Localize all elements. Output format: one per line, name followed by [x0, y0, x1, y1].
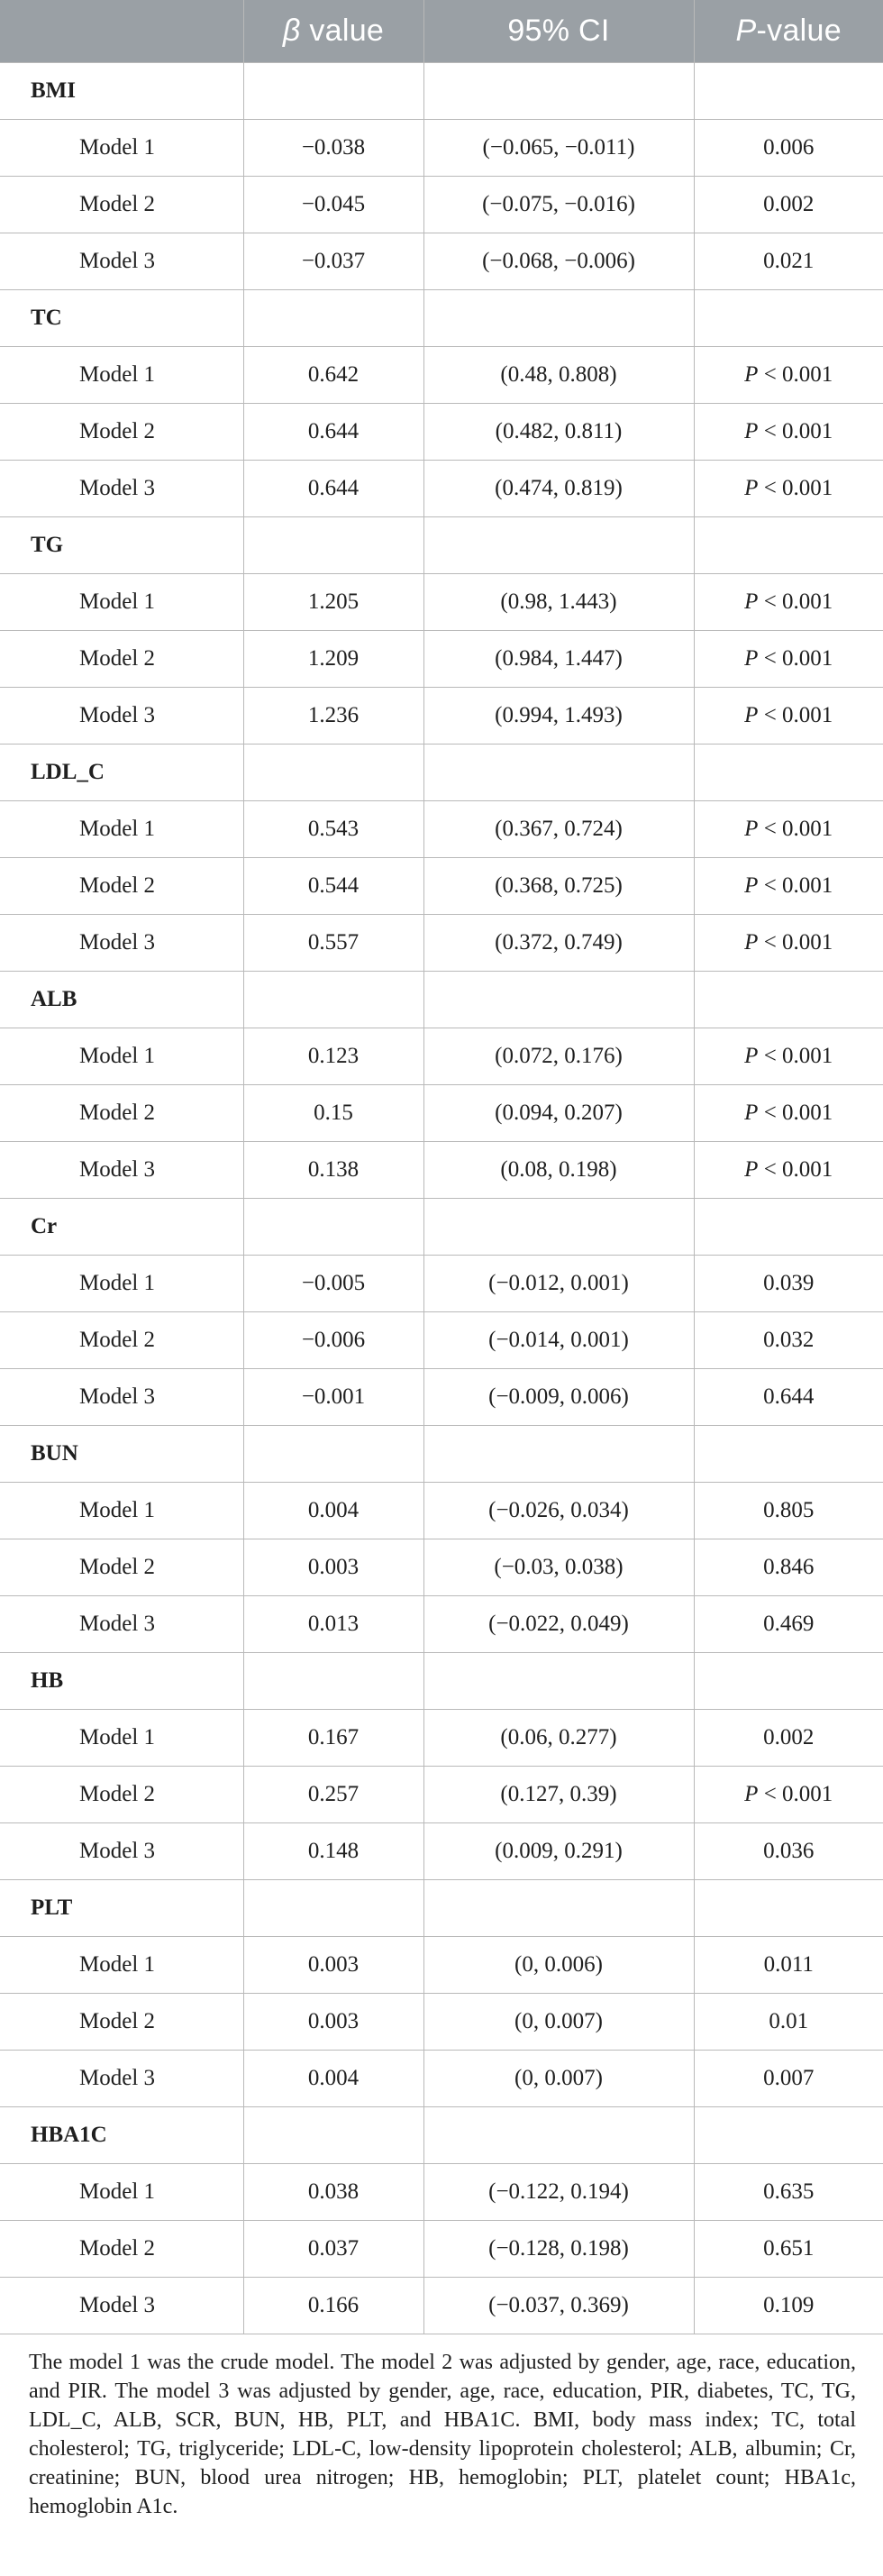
model-name: Model 2 — [0, 858, 243, 915]
beta-value: 0.004 — [243, 2051, 423, 2107]
group-name: HB — [0, 1653, 243, 1710]
p-number: 0.021 — [763, 249, 815, 273]
model-name: Model 1 — [0, 1028, 243, 1085]
p-number: 0.644 — [763, 1384, 815, 1409]
model-name: Model 3 — [0, 1142, 243, 1199]
beta-value: 0.642 — [243, 347, 423, 404]
p-value — [694, 461, 883, 517]
group-name: HBA1C — [0, 2107, 243, 2164]
beta-value: −0.037 — [243, 233, 423, 290]
confidence-interval: (0.98, 1.443) — [423, 574, 694, 631]
confidence-interval: (−0.009, 0.006) — [423, 1369, 694, 1426]
beta-value: 1.236 — [243, 688, 423, 744]
confidence-interval: (−0.014, 0.001) — [423, 1312, 694, 1369]
p-value — [694, 631, 883, 688]
p-value — [694, 1823, 883, 1880]
beta-value: 0.257 — [243, 1767, 423, 1823]
p-value — [694, 1539, 883, 1596]
empty-cell — [694, 1199, 883, 1256]
p-number: < 0.001 — [758, 1782, 833, 1806]
p-prefix: P — [744, 362, 759, 387]
empty-cell — [694, 290, 883, 347]
model-name: Model 3 — [0, 2051, 243, 2107]
p-label: -value — [756, 14, 842, 48]
table-row — [0, 1994, 883, 2051]
table-footnote: The model 1 was the crude model. The model 2 was adjusted by gender, age, race, education, and PIR. The model 3 was adjusted by gender, age, race, education, PIR, diabetes, TC, TG, LDL_C, ALB, SCR, BUN, HB, PLT, and HBA1C. BMI, body mass index; TC, total cholesterol; TG, triglyceride; LDL-C, low-density lipoprotein cholesterol; ALB, albumin; Cr, creatinine; BUN, blood urea nitrogen; HB, hemoglobin; PLT, platelet count; HBA1c, hemoglobin A1c. — [29, 2351, 856, 2518]
header-row — [0, 0, 883, 63]
model-name: Model 1 — [0, 1483, 243, 1539]
p-value — [694, 2164, 883, 2221]
table-row — [0, 574, 883, 631]
p-value — [694, 404, 883, 461]
beta-value: 0.037 — [243, 2221, 423, 2278]
table-row — [0, 120, 883, 177]
header-p-value — [694, 0, 883, 63]
model-name: Model 1 — [0, 1937, 243, 1994]
table-row — [0, 2051, 883, 2107]
table-row — [0, 1596, 883, 1653]
confidence-interval: (0.072, 0.176) — [423, 1028, 694, 1085]
p-number: 0.039 — [763, 1271, 815, 1295]
p-prefix: P — [744, 419, 759, 443]
table-row — [0, 404, 883, 461]
model-name: Model 2 — [0, 1539, 243, 1596]
empty-cell — [243, 972, 423, 1028]
model-name: Model 1 — [0, 801, 243, 858]
beta-value: 0.013 — [243, 1596, 423, 1653]
confidence-interval: (−0.065, −0.011) — [423, 120, 694, 177]
table-row — [0, 1312, 883, 1369]
model-name: Model 2 — [0, 2221, 243, 2278]
p-number: < 0.001 — [758, 817, 833, 841]
group-name: PLT — [0, 1880, 243, 1937]
empty-cell — [243, 1426, 423, 1483]
p-value — [694, 233, 883, 290]
beta-value: 0.644 — [243, 461, 423, 517]
p-value — [694, 177, 883, 233]
empty-cell — [694, 744, 883, 801]
beta-value: 0.557 — [243, 915, 423, 972]
model-name: Model 3 — [0, 1596, 243, 1653]
p-value — [694, 1085, 883, 1142]
empty-cell — [694, 2107, 883, 2164]
empty-cell — [243, 517, 423, 574]
group-row — [0, 63, 883, 120]
empty-cell — [423, 1653, 694, 1710]
p-prefix: P — [744, 476, 759, 500]
p-value — [694, 2221, 883, 2278]
p-number: 0.651 — [763, 2236, 815, 2261]
table-row — [0, 1937, 883, 1994]
group-name: TC — [0, 290, 243, 347]
empty-cell — [423, 1199, 694, 1256]
empty-cell — [694, 972, 883, 1028]
p-value — [694, 2278, 883, 2334]
p-value — [694, 347, 883, 404]
p-value — [694, 1710, 883, 1767]
table-header — [0, 0, 883, 63]
table-row — [0, 688, 883, 744]
empty-cell — [694, 517, 883, 574]
p-number: < 0.001 — [758, 703, 833, 727]
table-row — [0, 1085, 883, 1142]
confidence-interval: (0.474, 0.819) — [423, 461, 694, 517]
group-row — [0, 517, 883, 574]
model-name: Model 3 — [0, 915, 243, 972]
beta-value: −0.038 — [243, 120, 423, 177]
beta-value: −0.045 — [243, 177, 423, 233]
empty-cell — [243, 63, 423, 120]
beta-symbol: β — [282, 14, 301, 48]
table-row — [0, 2164, 883, 2221]
beta-value: 0.544 — [243, 858, 423, 915]
confidence-interval: (−0.03, 0.038) — [423, 1539, 694, 1596]
table-row — [0, 1823, 883, 1880]
model-name: Model 3 — [0, 1369, 243, 1426]
confidence-interval: (−0.122, 0.194) — [423, 2164, 694, 2221]
p-value — [694, 1256, 883, 1312]
p-number: 0.846 — [763, 1555, 815, 1579]
table-row — [0, 631, 883, 688]
confidence-interval: (0.48, 0.808) — [423, 347, 694, 404]
confidence-interval: (0.367, 0.724) — [423, 801, 694, 858]
model-name: Model 3 — [0, 1823, 243, 1880]
p-number: 0.036 — [763, 1839, 815, 1863]
confidence-interval: (0.482, 0.811) — [423, 404, 694, 461]
confidence-interval: (−0.022, 0.049) — [423, 1596, 694, 1653]
beta-value: 0.167 — [243, 1710, 423, 1767]
p-value — [694, 2051, 883, 2107]
beta-value: 0.138 — [243, 1142, 423, 1199]
group-name: BMI — [0, 63, 243, 120]
p-number: < 0.001 — [758, 1044, 833, 1068]
model-name: Model 2 — [0, 404, 243, 461]
confidence-interval: (0.08, 0.198) — [423, 1142, 694, 1199]
p-number: < 0.001 — [758, 589, 833, 614]
beta-value: 0.166 — [243, 2278, 423, 2334]
table-row — [0, 915, 883, 972]
group-row — [0, 744, 883, 801]
table-row — [0, 801, 883, 858]
table-row — [0, 2278, 883, 2334]
model-name: Model 2 — [0, 1312, 243, 1369]
p-number: 0.805 — [763, 1498, 815, 1522]
table-row — [0, 177, 883, 233]
beta-value: 0.038 — [243, 2164, 423, 2221]
empty-cell — [243, 744, 423, 801]
p-number: < 0.001 — [758, 873, 833, 898]
beta-value: −0.006 — [243, 1312, 423, 1369]
p-prefix: P — [744, 703, 759, 727]
group-name: LDL_C — [0, 744, 243, 801]
p-number: 0.002 — [763, 1725, 815, 1749]
p-prefix: P — [744, 589, 759, 614]
empty-cell — [423, 972, 694, 1028]
header-beta-value — [243, 0, 423, 63]
p-prefix: P — [744, 930, 759, 955]
empty-cell — [423, 1426, 694, 1483]
confidence-interval: (0, 0.007) — [423, 2051, 694, 2107]
p-value — [694, 1312, 883, 1369]
table-row — [0, 858, 883, 915]
p-number: 0.032 — [763, 1328, 815, 1352]
group-row — [0, 2107, 883, 2164]
empty-cell — [694, 1880, 883, 1937]
p-number: 0.469 — [763, 1612, 815, 1636]
confidence-interval: (0.368, 0.725) — [423, 858, 694, 915]
confidence-interval: (−0.012, 0.001) — [423, 1256, 694, 1312]
beta-label: value — [300, 14, 385, 48]
empty-cell — [423, 63, 694, 120]
p-prefix: P — [744, 1157, 759, 1182]
empty-cell — [423, 2107, 694, 2164]
p-value — [694, 858, 883, 915]
model-name: Model 2 — [0, 1085, 243, 1142]
confidence-interval: (0.06, 0.277) — [423, 1710, 694, 1767]
table-row — [0, 461, 883, 517]
p-number: < 0.001 — [758, 646, 833, 671]
table-row — [0, 1256, 883, 1312]
model-name: Model 1 — [0, 347, 243, 404]
p-prefix: P — [744, 1782, 759, 1806]
p-number: < 0.001 — [758, 476, 833, 500]
group-row — [0, 1880, 883, 1937]
table-row — [0, 233, 883, 290]
p-value — [694, 915, 883, 972]
beta-value: 0.644 — [243, 404, 423, 461]
p-number: < 0.001 — [758, 1157, 833, 1182]
beta-value: 0.123 — [243, 1028, 423, 1085]
group-name: ALB — [0, 972, 243, 1028]
table-row — [0, 1483, 883, 1539]
model-name: Model 2 — [0, 177, 243, 233]
empty-cell — [423, 290, 694, 347]
empty-cell — [243, 1880, 423, 1937]
table-row — [0, 1028, 883, 1085]
empty-cell — [243, 290, 423, 347]
confidence-interval: (−0.068, −0.006) — [423, 233, 694, 290]
group-row — [0, 1426, 883, 1483]
empty-cell — [694, 1653, 883, 1710]
confidence-interval: (−0.026, 0.034) — [423, 1483, 694, 1539]
empty-cell — [423, 744, 694, 801]
confidence-interval: (−0.075, −0.016) — [423, 177, 694, 233]
p-number: < 0.001 — [758, 1101, 833, 1125]
table-row — [0, 1539, 883, 1596]
p-value — [694, 1596, 883, 1653]
model-name: Model 2 — [0, 1767, 243, 1823]
confidence-interval: (0.009, 0.291) — [423, 1823, 694, 1880]
table-row — [0, 1767, 883, 1823]
confidence-interval: (−0.128, 0.198) — [423, 2221, 694, 2278]
p-value — [694, 1142, 883, 1199]
p-number: 0.011 — [763, 1952, 814, 1977]
beta-value: 0.003 — [243, 1539, 423, 1596]
p-value — [694, 120, 883, 177]
model-name: Model 1 — [0, 1256, 243, 1312]
beta-value: −0.001 — [243, 1369, 423, 1426]
p-number: 0.007 — [763, 2066, 815, 2090]
p-value — [694, 1767, 883, 1823]
p-value — [694, 688, 883, 744]
p-prefix: P — [744, 817, 759, 841]
empty-cell — [423, 1880, 694, 1937]
p-prefix: P — [744, 646, 759, 671]
empty-cell — [243, 2107, 423, 2164]
model-name: Model 1 — [0, 120, 243, 177]
model-name: Model 3 — [0, 688, 243, 744]
model-name: Model 1 — [0, 574, 243, 631]
p-number: 0.01 — [769, 2009, 809, 2033]
confidence-interval: (0.984, 1.447) — [423, 631, 694, 688]
model-name: Model 1 — [0, 2164, 243, 2221]
group-name: Cr — [0, 1199, 243, 1256]
confidence-interval: (0.372, 0.749) — [423, 915, 694, 972]
table-row — [0, 1142, 883, 1199]
p-number: 0.635 — [763, 2179, 815, 2204]
beta-value: 0.148 — [243, 1823, 423, 1880]
confidence-interval: (0.094, 0.207) — [423, 1085, 694, 1142]
group-row — [0, 290, 883, 347]
empty-cell — [243, 1199, 423, 1256]
p-number: < 0.001 — [758, 930, 833, 955]
empty-cell — [694, 63, 883, 120]
beta-value: 0.15 — [243, 1085, 423, 1142]
model-name: Model 1 — [0, 1710, 243, 1767]
beta-value: −0.005 — [243, 1256, 423, 1312]
empty-cell — [243, 1653, 423, 1710]
header-95-ci: 95% CI — [423, 0, 694, 63]
model-name: Model 3 — [0, 2278, 243, 2334]
p-value — [694, 574, 883, 631]
header-variable — [0, 0, 243, 63]
p-prefix: P — [744, 1101, 759, 1125]
model-name: Model 2 — [0, 1994, 243, 2051]
p-number: 0.006 — [763, 135, 815, 160]
p-number: 0.002 — [763, 192, 815, 216]
group-row — [0, 1199, 883, 1256]
beta-value: 0.003 — [243, 1994, 423, 2051]
p-value — [694, 1937, 883, 1994]
table-row — [0, 1710, 883, 1767]
group-row — [0, 1653, 883, 1710]
group-row — [0, 972, 883, 1028]
empty-cell — [423, 517, 694, 574]
p-number: 0.109 — [763, 2293, 815, 2317]
p-number: < 0.001 — [758, 362, 833, 387]
p-number: < 0.001 — [758, 419, 833, 443]
confidence-interval: (0.994, 1.493) — [423, 688, 694, 744]
model-name: Model 2 — [0, 631, 243, 688]
p-value — [694, 1483, 883, 1539]
beta-value: 1.209 — [243, 631, 423, 688]
model-name: Model 3 — [0, 233, 243, 290]
beta-value: 0.004 — [243, 1483, 423, 1539]
confidence-interval: (−0.037, 0.369) — [423, 2278, 694, 2334]
beta-value: 0.543 — [243, 801, 423, 858]
model-name: Model 3 — [0, 461, 243, 517]
group-name: BUN — [0, 1426, 243, 1483]
table-row — [0, 1369, 883, 1426]
confidence-interval: (0, 0.006) — [423, 1937, 694, 1994]
p-value — [694, 1028, 883, 1085]
empty-cell — [694, 1426, 883, 1483]
p-prefix: P — [744, 873, 759, 898]
p-symbol: P — [735, 14, 757, 48]
confidence-interval: (0.127, 0.39) — [423, 1767, 694, 1823]
p-value — [694, 1369, 883, 1426]
p-value — [694, 801, 883, 858]
table-row — [0, 347, 883, 404]
p-prefix: P — [744, 1044, 759, 1068]
beta-value: 0.003 — [243, 1937, 423, 1994]
table-body — [0, 63, 883, 2334]
beta-value: 1.205 — [243, 574, 423, 631]
confidence-interval: (0, 0.007) — [423, 1994, 694, 2051]
p-value — [694, 1994, 883, 2051]
group-name: TG — [0, 517, 243, 574]
table-row — [0, 2221, 883, 2278]
